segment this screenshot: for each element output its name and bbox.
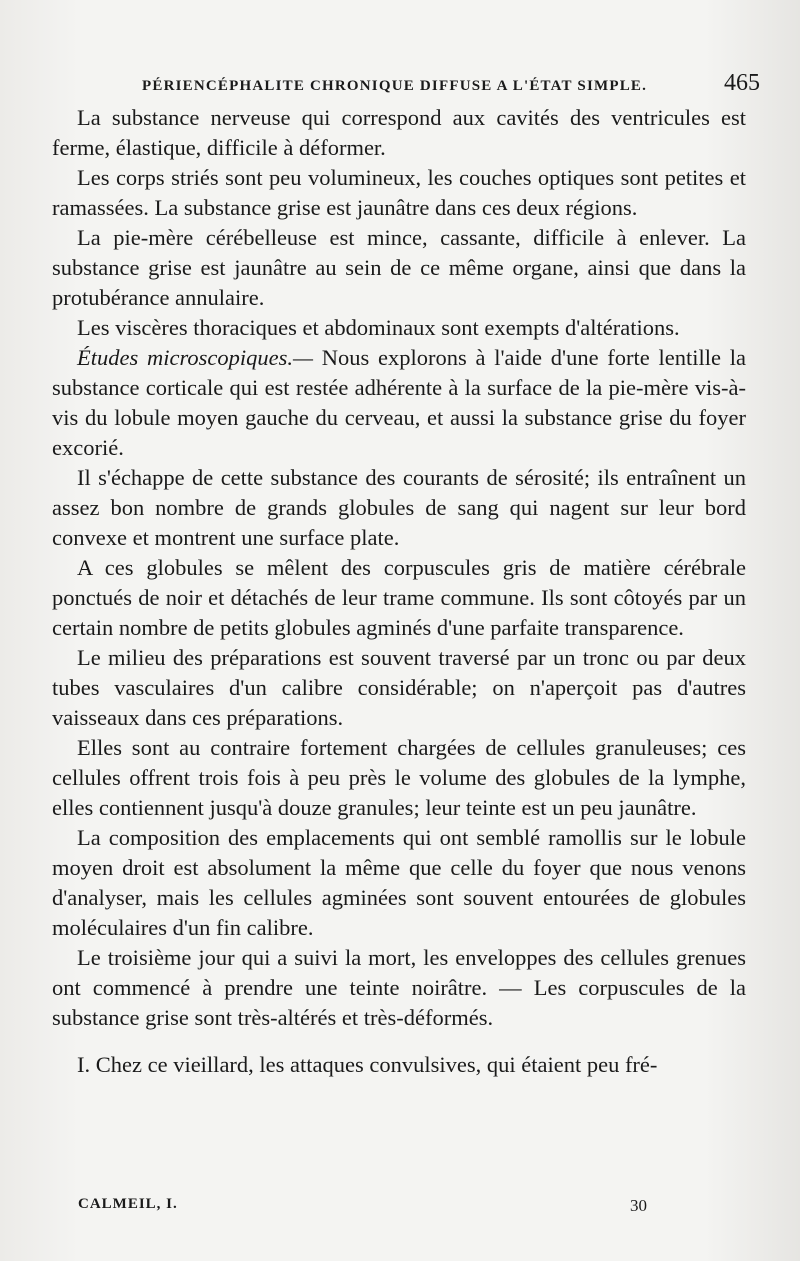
page-number: 465 (724, 70, 760, 96)
paragraph: La substance nerveuse qui correspond aux cavités des ventricules est ferme, élastique, difficile à déformer. (52, 105, 746, 160)
paragraph: Les corps striés sont peu volumineux, les couches optiques sont petites et ramassées. La substance grise est jaunâtre dans ces deux régions. (52, 165, 746, 220)
paragraph-microscopic (52, 343, 746, 463)
footnote-paragraph: I. Chez ce vieillard, les attaques convulsives, qui étaient peu fré- (77, 1052, 658, 1077)
paragraph: Le troisième jour qui a suivi la mort, les enveloppes des cellules grenues ont commencé à prendre une teinte noirâtre. — Les corpuscules de la substance grise sont très-altérés et très-déformés. (52, 945, 746, 1030)
paragraph: Le milieu des préparations est souvent traversé par un tronc ou par deux tubes vasculaires d'un calibre considérable; on n'aperçoit pas d'autres vaisseaux dans ces préparations. (52, 645, 746, 730)
section-gap (52, 1033, 746, 1050)
paragraph-text: Nous explorons à l'aide d'une forte lentille la substance corticale qui est restée adhérente à la surface de la pie-mère vis-à-vis du lobule moyen gauche du cerveau, et aussi la substance grise du foyer excorié. (52, 345, 746, 460)
paragraph: Il s'échappe de cette substance des courants de sérosité; ils entraînent un assez bon nombre de grands globules de sang qui nagent sur leur bord convexe et montrent une surface plate. (52, 465, 746, 550)
running-title: PÉRIENCÉPHALITE CHRONIQUE DIFFUSE A L'ÉTAT SIMPLE. (142, 78, 648, 94)
page-footer (78, 1196, 678, 1226)
paragraph: Les viscères thoraciques et abdominaux sont exempts d'altérations. (77, 315, 680, 340)
paragraph: La pie-mère cérébelleuse est mince, cassante, difficile à enlever. La substance grise est jaunâtre au sein de ce même organe, ainsi que dans la protubérance annulaire. (52, 225, 746, 310)
paragraph: A ces globules se mêlent des corpuscules gris de matière cérébrale ponctués de noir et détachés de leur trame commune. Ils sont côtoyés par un certain nombre de petits globules agminés d'une parfaite transparence. (52, 555, 746, 640)
italic-lead: Études microscopiques.— (77, 345, 314, 370)
printer-signature: CALMEIL, I. (78, 1196, 178, 1212)
paragraph: Elles sont au contraire fortement chargées de cellules granuleuses; ces cellules offrent trois fois à peu près le volume des globules de la lymphe, elles contiennent jusqu'à douze granules; leur teinte est un peu jaunâtre. (52, 735, 746, 820)
signature-mark: 30 (630, 1196, 647, 1215)
body-text (52, 103, 746, 1080)
page-header (60, 70, 760, 104)
paragraph: La composition des emplacements qui ont semblé ramollis sur le lobule moyen droit est absolument la même que celle du foyer que nous venons d'analyser, mais les cellules agminées sont souvent entourées de globules moléculaires d'un fin calibre. (52, 825, 746, 940)
